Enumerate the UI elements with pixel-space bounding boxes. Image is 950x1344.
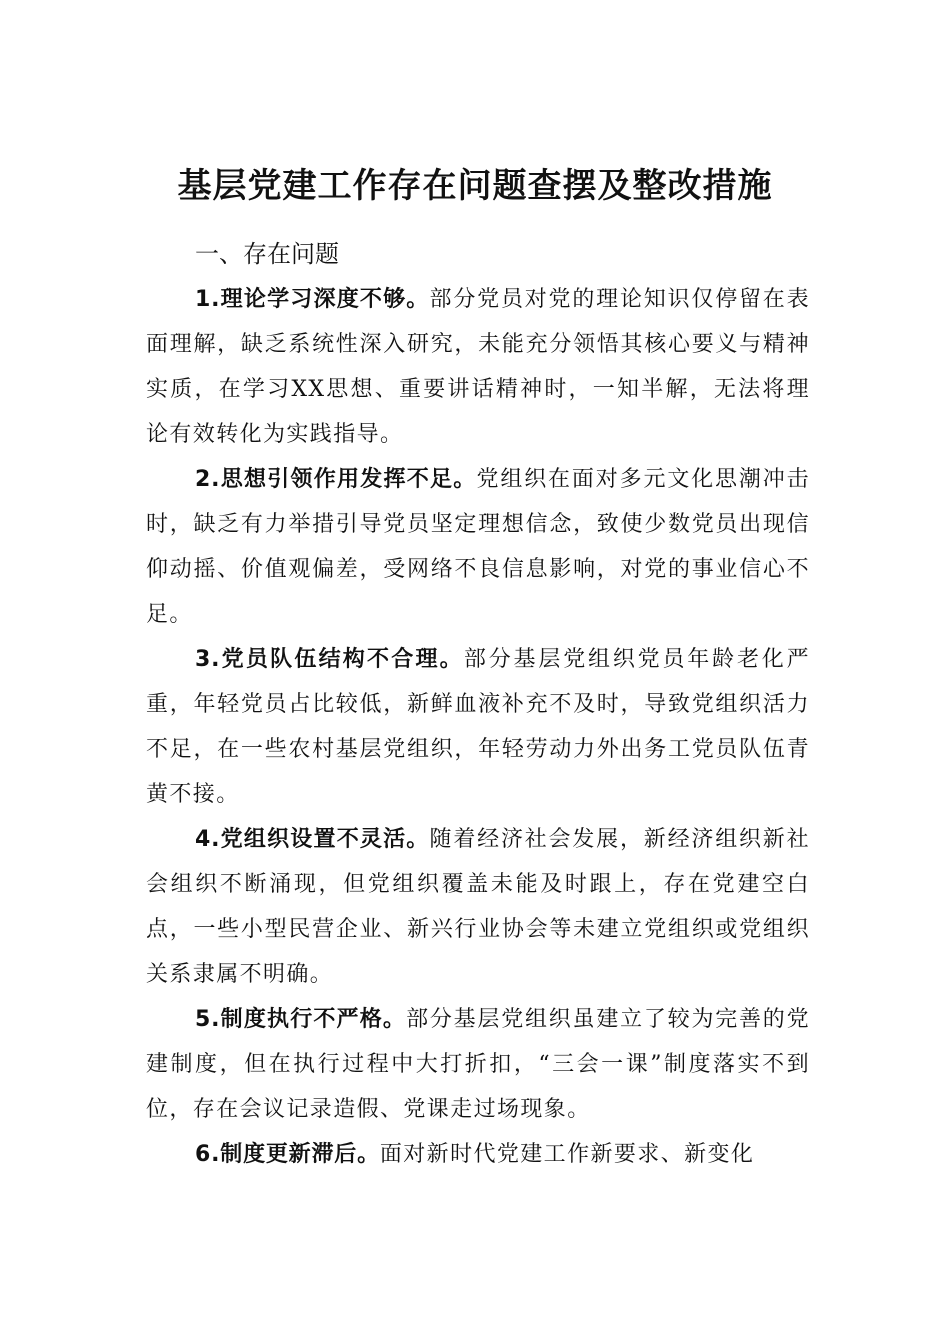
item-number: 2.: [195, 467, 221, 492]
problem-item-3: [146, 637, 810, 817]
section-heading: 一、存在问题: [195, 240, 339, 268]
document-body: [146, 232, 810, 1177]
item-body: 部分基层党组织虽建立了较为完善的党建制度，但在执行过程中大打折扣，“三会一课”制度落实不到位，存在会议记录造假、党课走过场现象。: [146, 1007, 810, 1122]
item-body: 部分基层党组织党员年龄老化严重，年轻党员占比较低，新鲜血液补充不及时，导致党组织活力不足，在一些农村基层党组织，年轻劳动力外出务工党员队伍青黄不接。: [146, 647, 810, 807]
item-heading: 党员队伍结构不合理。: [220, 647, 464, 672]
item-body: 面对新时代党建工作新要求、新变化: [379, 1142, 755, 1167]
item-heading: 制度执行不严格。: [220, 1007, 407, 1032]
item-body: 随着经济社会发展，新经济组织新社会组织不断涌现，但党组织覆盖未能及时跟上，存在党建空白点，一些小型民营企业、新兴行业协会等未建立党组织或党组织关系隶属不明确。: [146, 827, 811, 987]
item-heading: 党组织设置不灵活。: [220, 827, 430, 852]
item-heading: 制度更新滞后。: [220, 1142, 380, 1167]
problem-item-1: [146, 277, 810, 457]
problem-item-2: [146, 457, 810, 637]
item-number: 1.: [195, 287, 221, 312]
item-heading: 理论学习深度不够。: [220, 287, 430, 312]
item-body: 党组织在面对多元文化思潮冲击时，缺乏有力举措引导党员坚定理想信念，致使少数党员出现信仰动摇、价值观偏差，受网络不良信息影响，对党的事业信心不足。: [146, 467, 810, 627]
item-number: 4.: [195, 827, 221, 852]
problem-item-4: [146, 817, 810, 997]
item-number: 5.: [195, 1007, 221, 1032]
item-number: 6.: [195, 1142, 221, 1167]
document-title: 基层党建工作存在问题查摆及整改措施: [177, 166, 773, 206]
problem-item-6: [146, 1132, 810, 1177]
item-number: 3.: [195, 647, 221, 672]
item-body: 部分党员对党的理论知识仅停留在表面理解，缺乏系统性深入研究，未能充分领悟其核心要义与精神实质，在学习XX思想、重要讲话精神时，一知半解，无法将理论有效转化为实践指导。: [146, 287, 811, 447]
problem-item-5: [146, 997, 810, 1132]
item-heading: 思想引领作用发挥不足。: [220, 467, 477, 492]
